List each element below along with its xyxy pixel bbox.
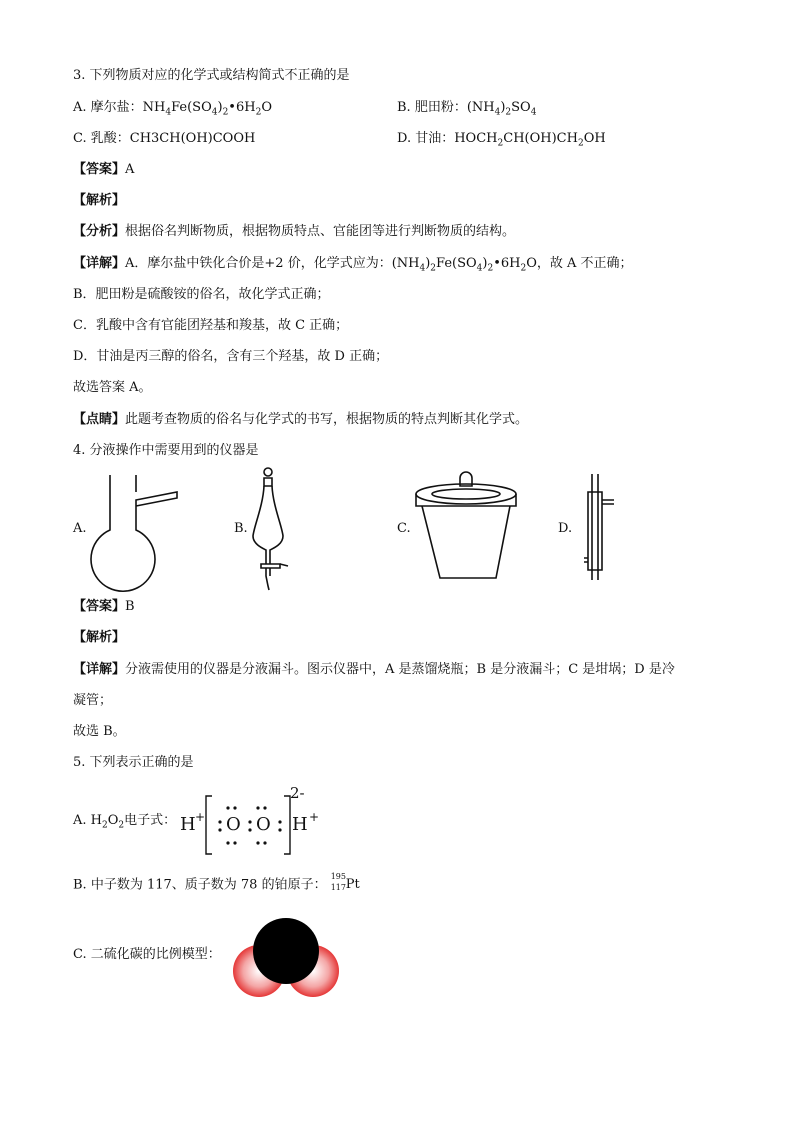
q3-option-b: B. 肥田粉：$(NH_4)_2SO_4$ bbox=[397, 100, 537, 118]
q3-analysis-heading: 【解析】 bbox=[73, 193, 126, 208]
separatory-funnel-icon bbox=[250, 466, 300, 594]
q4-answer: 【答案】B bbox=[73, 599, 135, 614]
q3-detail-b: B．肥田粉是硫酸铵的俗名，故化学式正确； bbox=[73, 287, 330, 302]
pt-isotope: 195 117 Pt bbox=[330, 872, 360, 892]
q3-option-d: D. 甘油：$HOCH_2CH(OH)CH_2OH$ bbox=[397, 131, 606, 149]
q5-stem: 5. 下列表示正确的是 bbox=[73, 755, 194, 770]
q4-conclusion: 故选 B。 bbox=[73, 724, 126, 739]
q4-stem: 4. 分液操作中需要用到的仪器是 bbox=[73, 443, 259, 458]
q4-label-a: A. bbox=[73, 521, 87, 536]
q4-detail-line2: 凝管； bbox=[73, 693, 113, 708]
condenser-icon bbox=[580, 470, 620, 584]
q3-detail-c: C．乳酸中含有官能团羟基和羧基，故 C 正确； bbox=[73, 318, 349, 333]
q3-detail-d: D．甘油是丙三醇的俗名，含有三个羟基，故 D 正确； bbox=[73, 349, 389, 364]
q4-detail-line1: 【详解】分液需使用的仪器是分液漏斗。图示仪器中，A 是蒸馏烧瓶；B 是分液漏斗；C 是坩埚；D 是冷 bbox=[73, 662, 675, 677]
space-filling-model-icon bbox=[232, 918, 340, 1000]
q3-answer: 【答案】A bbox=[73, 162, 135, 177]
q3-detail-a: 【详解】A．摩尔盐中铁化合价是+2 价，化学式应为：$(NH_4)_2Fe(SO_4)_2•6H_2O$，故 A 不正确； bbox=[73, 256, 633, 274]
q4-label-b: B. bbox=[234, 521, 248, 536]
q3-stem: 3. 下列物质对应的化学式或结构简式不正确的是 bbox=[73, 68, 350, 83]
q3-conclusion: 故选答案 A。 bbox=[73, 380, 152, 395]
bracket-and-dots-icon bbox=[180, 788, 330, 858]
q5-option-c: C. 二硫化碳的比例模型： bbox=[73, 947, 221, 962]
q3-option-a: A. 摩尔盐：$NH_4Fe(SO_4)_2•6H_2O$ bbox=[73, 100, 272, 118]
q3-option-c: C. 乳酸：CH3CH(OH)COOH bbox=[73, 131, 256, 146]
q4-analysis-heading: 【解析】 bbox=[73, 630, 126, 645]
q3-fenxi: 【分析】根据俗名判断物质，根据物质特点、官能团等进行判断物质的结构。 bbox=[73, 224, 516, 239]
q4-label-c: C. bbox=[397, 521, 411, 536]
crucible-icon bbox=[412, 466, 542, 584]
q3-comment: 【点睛】此题考查物质的俗名与化学式的书写，根据物质的特点判断其化学式。 bbox=[73, 412, 529, 427]
q4-label-d: D. bbox=[558, 521, 573, 536]
distillation-flask-icon bbox=[88, 470, 183, 590]
q5-option-b: B. 中子数为 117、质子数为 78 的铂原子： 195 117 Pt bbox=[73, 875, 365, 896]
q5-option-a: A. $H_2O_2$电子式： bbox=[73, 813, 177, 831]
h2o2-electron-formula: H + O O H + 2- bbox=[180, 788, 330, 858]
